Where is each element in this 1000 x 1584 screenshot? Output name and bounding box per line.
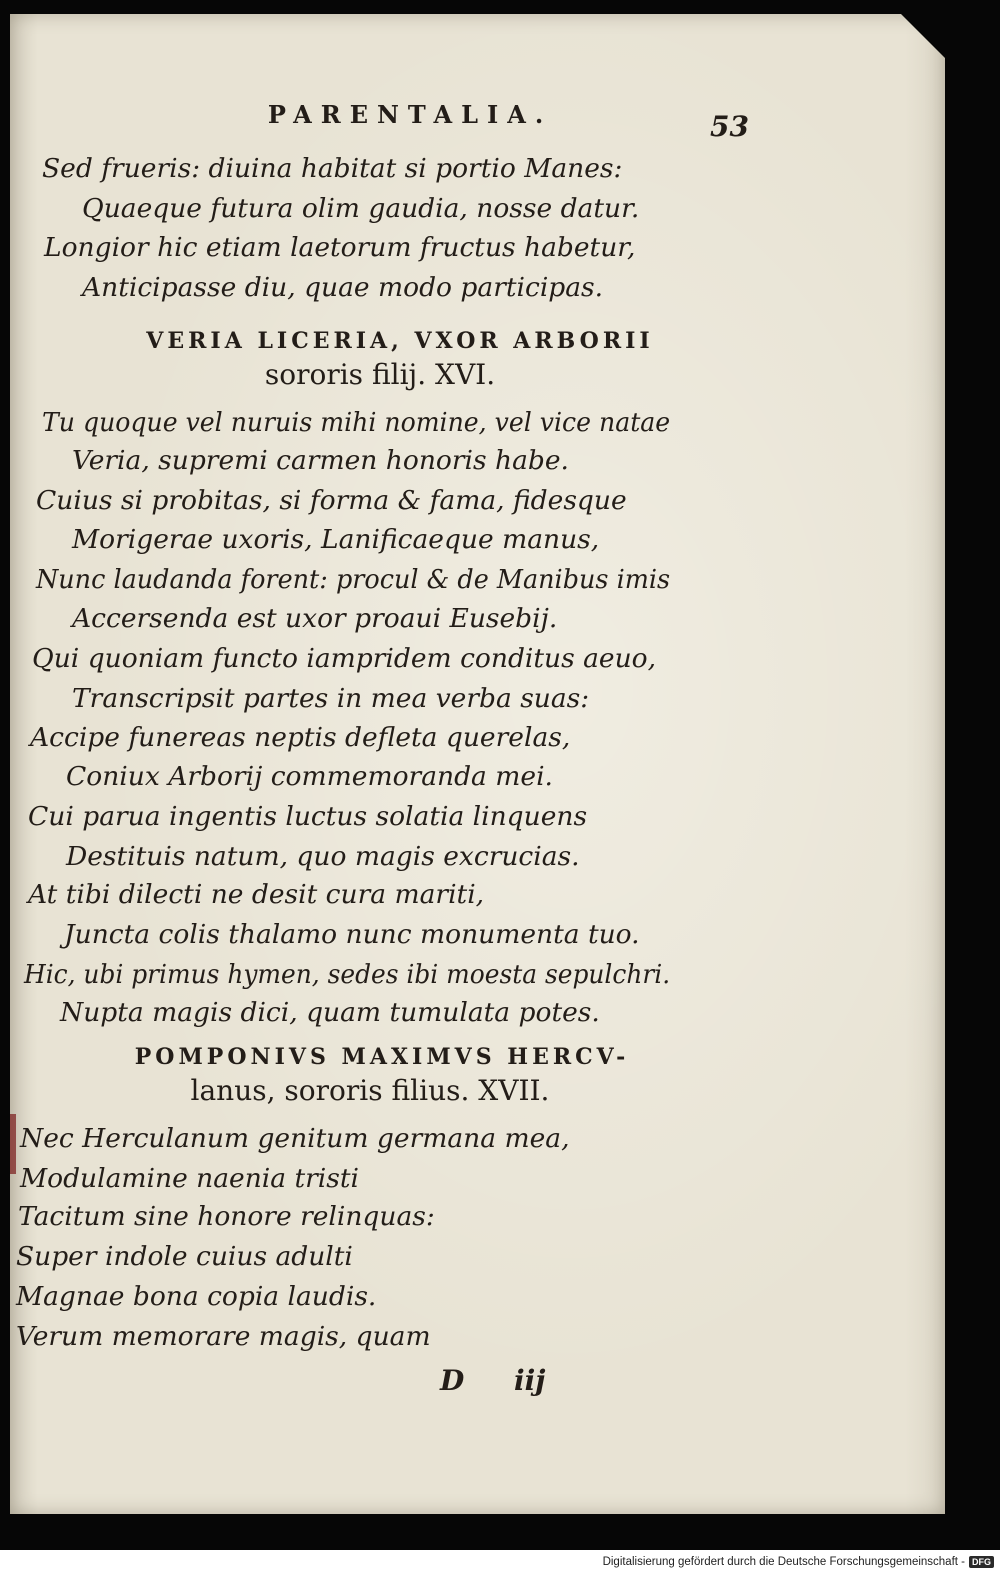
verse-line: Nunc laudanda forent: procul & de Manibus imis: [36, 564, 671, 595]
verse-line: Tacitum sine honore relinquas:: [18, 1201, 435, 1232]
verse-line: At tibi dilecti ne desit cura mariti,: [28, 879, 485, 910]
page-corner-fold: [901, 14, 945, 58]
running-head: PARENTALIA.: [267, 100, 553, 129]
verse-line: Coniux Arborij commemoranda mei.: [66, 761, 553, 792]
verse-line: Cui parua ingentis luctus solatia linquens: [28, 801, 588, 832]
verse-line: Cuius si probitas, si forma & fama, fidesque: [36, 485, 627, 516]
verse-line: Accersenda est uxor proaui Eusebij.: [72, 603, 558, 634]
verse-line: Quaeque futura olim gaudia, nosse datur.: [82, 193, 640, 224]
dfg-logo-icon: DFG: [969, 1556, 994, 1568]
verse-line: Anticipasse diu, quae modo participas.: [82, 272, 604, 303]
verse-line: Sed frueris: diuina habitat si portio Manes:: [42, 153, 623, 184]
verse-line: Super indole cuius adulti: [16, 1241, 353, 1272]
verse-line: Qui quoniam functo iampridem conditus aeuo,: [32, 643, 657, 674]
verse-line: Transcripsit partes in mea verba suas:: [72, 683, 590, 714]
credit-text: Digitalisierung gefördert durch die Deutsche Forschungsgemeinschaft -: [602, 1556, 965, 1568]
verse-line: Magnae bona copia laudis.: [16, 1281, 377, 1312]
verse-line: Modulamine naenia tristi: [20, 1163, 360, 1194]
verse-line: Destituis natum, quo magis excrucias.: [66, 841, 580, 872]
verse-line: Longior hic etiam laetorum fructus habetur,: [44, 232, 636, 263]
verse-line: Veria, supremi carmen honoris habe.: [72, 445, 569, 476]
verse-line: Verum memorare magis, quam: [16, 1321, 431, 1352]
verse-line: Nec Herculanum genitum germana mea,: [20, 1123, 570, 1154]
verse-line: Tu quoque vel nuruis mihi nomine, vel vice natae: [42, 407, 671, 438]
page-edge-mark: [10, 1114, 16, 1174]
section-subheading-16: sororis filij. XVI.: [264, 358, 496, 391]
dfg-credit: [603, 1556, 994, 1568]
page-number: 53: [710, 110, 749, 143]
verse-line: Nupta magis dici, quam tumulata potes.: [60, 997, 600, 1028]
verse-line: Juncta colis thalamo nunc monumenta tuo.: [64, 919, 640, 950]
section-heading-17: POMPONIVS MAXIMVS HERCV-: [134, 1044, 630, 1070]
book-page: [10, 14, 945, 1514]
signature-mark: D iij: [440, 1364, 546, 1397]
section-heading-16: VERIA LICERIA, VXOR ARBORII: [146, 328, 654, 354]
verse-line: Accipe funereas neptis defleta querelas,: [30, 722, 571, 753]
section-subheading-17: lanus, sororis filius. XVII.: [190, 1074, 550, 1107]
verse-line: Morigerae uxoris, Lanificaeque manus,: [72, 524, 600, 555]
verse-line: Hic, ubi primus hymen, sedes ibi moesta sepulchri.: [24, 959, 671, 990]
